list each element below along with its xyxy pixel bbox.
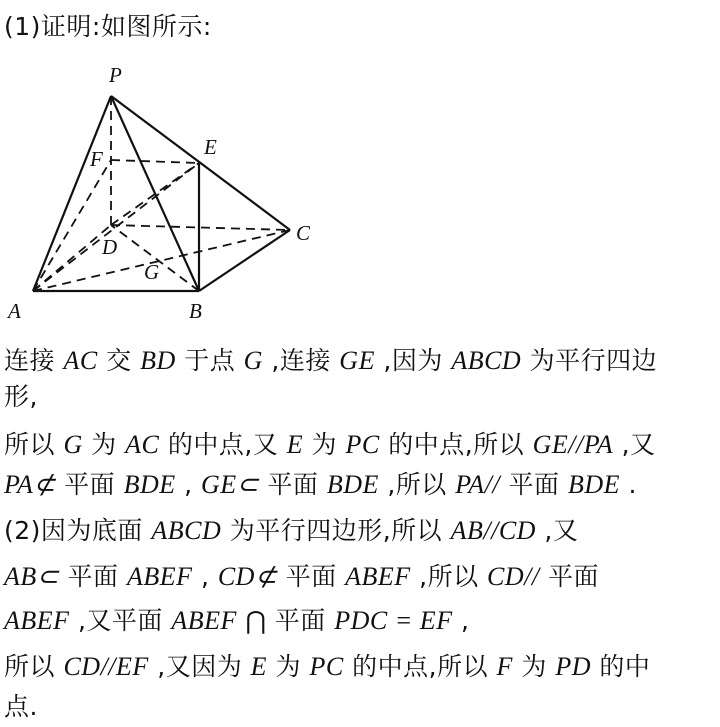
text-run: 平面 — [258, 470, 327, 499]
label-D: D — [102, 235, 118, 259]
text-run: , — [452, 606, 470, 635]
text-run: ,所以 — [410, 562, 488, 591]
text-run: 的中点,所以 — [343, 652, 497, 681]
math-expression: BDE — [568, 470, 621, 499]
math-expression: ABCD — [451, 346, 522, 375]
text-run: 交 — [97, 346, 141, 375]
text-run: ,又因为 — [148, 652, 251, 681]
proof-line — [4, 690, 38, 724]
math-expression: AC — [125, 430, 160, 459]
label-P: P — [109, 63, 122, 87]
text-run: 为 — [303, 430, 346, 459]
text-run: 为平行四边形,所以 — [221, 516, 451, 545]
edge-AF — [33, 160, 111, 291]
math-expression: CD//EF — [63, 652, 149, 681]
text-run: 形, — [4, 382, 38, 411]
label-E: E — [204, 135, 217, 159]
text-run: (2)因为底面 — [4, 516, 152, 545]
math-expression: ABCD — [151, 516, 222, 545]
text-run: 的中 — [590, 652, 651, 681]
proof-line — [4, 380, 38, 414]
heading: (1)证明:如图所示: — [4, 12, 212, 41]
text-run: 平面 — [55, 470, 124, 499]
text-run: ,所以 — [378, 470, 456, 499]
math-expression: BDE — [326, 470, 379, 499]
text-run: 平面 — [59, 562, 127, 591]
math-expression: GE — [339, 346, 375, 375]
proof-line — [4, 468, 637, 502]
math-expression: PC — [309, 652, 344, 681]
proof-line — [4, 560, 599, 594]
math-expression: BDE — [123, 470, 176, 499]
text-run: ,因为 — [374, 346, 452, 375]
text-run: ,又 — [613, 430, 656, 459]
text-run: 为 — [512, 652, 556, 681]
pyramid-figure — [0, 58, 330, 332]
text-run: 平面 — [277, 562, 346, 591]
math-expression: GE//PA — [532, 430, 614, 459]
math-expression: F — [496, 652, 513, 681]
text-run: 平面 — [500, 470, 569, 499]
text-run: 的中点,又 — [159, 430, 287, 459]
text-run: 连接 — [4, 346, 64, 375]
math-expression: PA⊄ — [4, 470, 56, 499]
proof-line — [4, 604, 469, 638]
text-run: ⋂ 平面 — [236, 606, 335, 635]
text-run: 为 — [82, 430, 126, 459]
text-run: 于点 — [175, 346, 244, 375]
text-run: 的中点,所以 — [379, 430, 533, 459]
label-G: G — [144, 260, 160, 284]
math-expression: ABEF — [4, 606, 70, 635]
math-expression: G — [63, 430, 83, 459]
text-run: 点. — [4, 692, 38, 721]
edge-DC — [111, 225, 290, 230]
label-C: C — [296, 221, 311, 245]
label-F: F — [90, 147, 103, 171]
text-run: , — [175, 470, 201, 499]
proof-line — [4, 428, 656, 462]
label-A: A — [8, 299, 21, 323]
math-expression: ABEF — [126, 562, 193, 591]
text-run: ,又 — [535, 516, 579, 545]
math-expression: E — [250, 652, 268, 681]
edge-FE — [111, 160, 199, 163]
math-expression: CD⊄ — [217, 562, 278, 591]
proof-line — [4, 650, 650, 684]
math-expression: GE⊂ — [201, 470, 259, 499]
math-expression: ABEF — [345, 562, 411, 591]
label-B: B — [189, 299, 202, 323]
math-expression: ABEF — [171, 606, 237, 635]
math-expression: AB//CD — [450, 516, 536, 545]
edge-PC — [111, 96, 290, 230]
math-expression: PA// — [455, 470, 501, 499]
text-run: 所以 — [4, 430, 64, 459]
text-run: , — [192, 562, 218, 591]
text-run: 为平行四边 — [521, 346, 658, 375]
math-expression: PC — [345, 430, 380, 459]
proof-line — [4, 344, 657, 378]
math-expression: BD — [140, 346, 176, 375]
math-expression: PD — [555, 652, 591, 681]
math-expression: AC — [63, 346, 98, 375]
math-expression: E — [286, 430, 304, 459]
math-expression: G — [243, 346, 263, 375]
edge-BC — [199, 230, 290, 291]
text-run: ,连接 — [262, 346, 340, 375]
text-run: . — [620, 470, 637, 499]
edge-DE — [111, 163, 199, 225]
text-run: ,又平面 — [69, 606, 172, 635]
math-expression: AB⊂ — [4, 562, 60, 591]
proof-line — [4, 514, 578, 548]
math-expression: PDC = EF — [334, 606, 453, 635]
text-run: 为 — [267, 652, 310, 681]
text-run: 平面 — [539, 562, 600, 591]
text-run: 所以 — [4, 652, 64, 681]
math-expression: CD// — [487, 562, 540, 591]
